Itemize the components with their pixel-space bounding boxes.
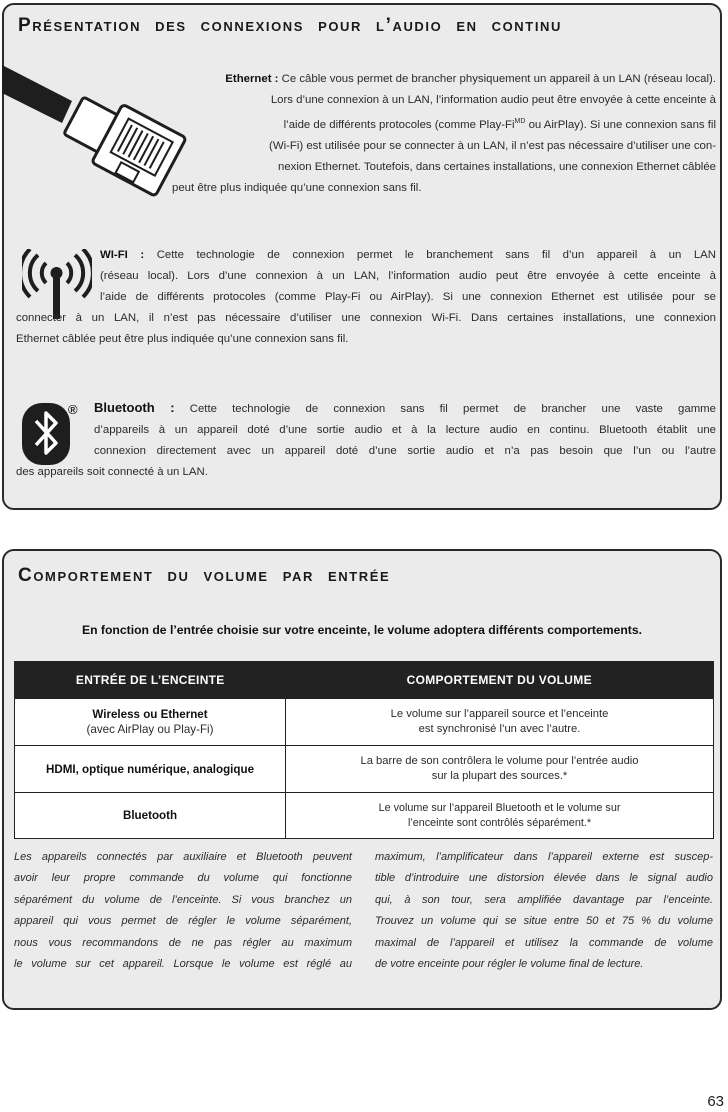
volume-behavior-panel <box>2 549 722 1010</box>
ethernet-description: Ethernet : Ce câble vous permet de brancher physiquement un appareil à un LAN (réseau local). Lors d’une connexion à un LAN, l’information audio peut être envoyée à cette enceinte à l’aide de différents protocoles (comme Play-$Fi^{MD}$ ou AirPlay). Si une connexion sans fil (Wi-Fi) est utilisée pour se connecter à un LAN, il n’est pas nécessaire d’utiliser une con- nexion Ethernet. Toutefois, dans certaines installations, une connexion Ethernet câblée peut être plus indiquée qu’une connexion sans fil. <box>172 73 716 194</box>
volume-note-left: Les appareils connectés par auxiliaire et Bluetooth peuvent avoir leur propre commande du volume qui fonctionne séparément du volume de l’enceinte. Si vous branchez un appareil qui vous permet de régler le volume séparément, nous vous recommandons de ne pas régler au maximum le volume sur cet appareil. Lorsque le volume est réglé au <box>14 851 352 971</box>
table-row: Wireless ou Ethernet (avec AirPlay ou Play-Fi) Le volume sur l’appareil source et l’enceinte est synchronisé l’un avec l’autre. <box>15 699 714 746</box>
table-row: Bluetooth Le volume sur l’appareil Bluetooth et le volume sur l’enceinte sont contrôlés séparément.* <box>15 793 714 839</box>
table-row: HDMI, optique numérique, analogique La barre de son contrôlera le volume pour l’entrée audio sur la plupart des sources.* <box>15 746 714 793</box>
volume-note-right: maximum, l’amplificateur dans l’appareil externe est suscep- tible d’introduire une distorsion élevée dans le signal audio qui, à son tour, sera amplifiée davantage par l’enceinte. Trouvez un volume qui se situe entre 50 et 75 % du volume maximal de l’appareil et utilisez la commande de volume de votre enceinte pour régler le volume final de lecture. <box>375 851 713 971</box>
volume-behavior-table <box>14 661 714 839</box>
column-header-input: ENTRÉE DE L’ENCEINTE <box>15 662 286 699</box>
page-number: 63 <box>707 1093 724 1110</box>
bluetooth-registered-mark: ® <box>68 402 78 417</box>
wifi-description: WI-FI : Cette technologie de connexion permet le branchement sans fil d’un appareil à un LAN (réseau local). Lors d’une connexion à un LAN, l’information audio peut être envoyée à cette enceinte à l’aide de différents protocoles (comme Play-Fi ou AirPlay). Si une connexion Ethernet est utilisée pour se connecter à un LAN, il n’est pas nécessaire d’utiliser une connexion Wi-Fi. Dans certaines installations, une connexion Ethernet câblée peut être plus indiquée qu’une connexion sans fil. <box>16 249 716 345</box>
volume-intro: En fonction de l’entrée choisie sur votre enceinte, le volume adoptera différents comportements. <box>81 623 643 637</box>
streaming-connections-panel <box>2 3 722 510</box>
bluetooth-description: Bluetooth : Cette technologie de connexion sans fil permet de brancher une vaste gamme d’appareils à un appareil doté d’une sortie audio et à la lecture audio en continu. Bluetooth établit une connexion directement avec un appareil doté d’une sortie audio et n’a pas besoin que l’un ou l’autre des appareils soit connecté à un LAN. <box>16 400 717 478</box>
panel-title-volume: Comportement du volume par entrée <box>18 565 391 586</box>
panel-title-connections: Présentation des connexions pour l’audio en continu <box>18 15 563 36</box>
ethernet-label: Ethernet : <box>225 73 279 85</box>
table-header-row <box>15 662 714 699</box>
wifi-label: WI-FI : <box>100 249 145 261</box>
bluetooth-label: Bluetooth : <box>94 400 175 415</box>
column-header-behavior: COMPORTEMENT DU VOLUME <box>286 662 714 699</box>
